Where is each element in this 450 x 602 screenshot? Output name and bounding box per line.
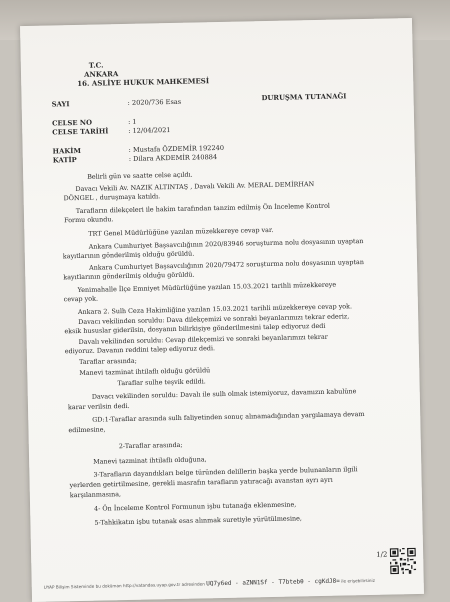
body-line: Belirli gün ve saatte celse açıldı. (87, 170, 193, 181)
verification-code: UQ7y6ed - aZNN1Sf - T7btebθ - cgKdJ8= (206, 577, 340, 588)
celse-no-label: CELSE NO (51, 118, 93, 128)
header-city: ANKARA (83, 69, 119, 79)
doc-type-title: DURUŞMA TUTANAĞI (261, 92, 347, 103)
body-line: Davacı vekilinden soruldu: Davalı ile sulh olmak istemiyoruz, davamızın kabulüne (91, 387, 357, 401)
sayi-value: : 2020/736 Esas (127, 97, 182, 107)
body-line: 2-Taraflar arasında; (118, 440, 183, 451)
body-line: karşılanmasına, (69, 490, 122, 500)
body-line: Formu okundu. (64, 215, 114, 225)
body-line: 3-Tarafların dayandıkları belge türünden delillerin başka yerde bulunanların ilgili (93, 465, 358, 479)
footer (44, 577, 384, 591)
body-line: Ankara Cumhuriyet Başsavcılığının 2020/83946 soruşturma nolu dosyasının uyaptan (88, 237, 364, 251)
header-tc: T.C. (88, 60, 104, 70)
body-line: yerlerden getirtilmesine, gerekli masrafın tarafların yatıracağı avanstan ayrı ayrı (69, 475, 333, 490)
body-line: DÖNGEL , duruşmaya katıldı. (63, 192, 161, 203)
page-number: 1/2 (376, 550, 388, 559)
body-line: Taraflar sulhe teşvik edildi. (117, 377, 206, 388)
footer-text-2: adresinden (180, 581, 205, 587)
body-line: Ankara Cumhuriyet Başsavcılığının 2020/79472 soruşturma nolu dosyasının uyaptan (89, 258, 365, 272)
body-line: kayıtlarının gönderilmiş olduğu görüldü. (62, 249, 195, 261)
body-line: Tarafların dilekçeleri ile hakim tarafından tanzim edilmiş Ön İnceleme Kontrol (75, 201, 331, 216)
body-line: edilmesine, (68, 425, 106, 435)
katip-value: : Dilara AKDEMİR 240884 (128, 153, 218, 163)
body-line: Taraflar arasında; (78, 356, 137, 367)
body-line: 4- Ön İnceleme Kontrol Formunun işbu tutanağa eklenmesine, (94, 500, 297, 513)
body-line: Davalı vekilinden soruldu: Cevap dilekçemizi ve sonraki beyanlarımızı tekrar (78, 332, 328, 347)
footer-url[interactable]: http://vatandas.uyap.gov.tr (122, 581, 181, 589)
body-line: kayıtlarının gönderilmiş olduğu görüldü. (63, 270, 195, 282)
body-line: Ankara 2. Sulh Ceza Hakimliğine yazılan 15.03.2021 tarihli müzekkereye cevap yok. (77, 302, 353, 317)
katip-label: KATİP (52, 156, 77, 165)
header-court: 16. ASLİYE HUKUK MAHKEMESİ (77, 76, 210, 88)
body-line: Davacı vekilinden soruldu: Dava dilekçemizi ve sonraki beyanlarımızı tekrar ederiz, (78, 312, 350, 327)
hakim-value: : Mustafa ÖZDEMİR 192240 (128, 143, 225, 154)
qr-code-icon (390, 548, 417, 575)
celse-tarihi-label: CELSE TARİHİ (52, 127, 109, 137)
celse-tarihi-value: : 12/04/2021 (128, 126, 171, 135)
body-line: Manevi tazminat ihtilaflı olduğuna, (93, 455, 207, 466)
body-line: ediyoruz. Davanın reddini talep ediyoruz dedi. (64, 344, 216, 356)
sayi-label: SAYI (51, 100, 70, 109)
footer-text: UYAP Bilişim Sisteminde bu doküman (43, 583, 124, 590)
hakim-label: HAKİM (52, 146, 82, 156)
body-line: 5-Tahkikatın işbu tutanak esas alınmak suretiyle yürütülmesine, (94, 514, 302, 527)
body-line: eksik hususlar giderilsin, dosyanın bilirkişiye gönderilmesini talep ediyoruz dedi (64, 321, 326, 336)
body-line: cevap yok. (63, 294, 99, 304)
body-line: Davacı Vekili Av. NAZIK ALTINTAŞ , Davalı Vekili Av. MERAL DEMİRHAN (75, 180, 315, 194)
body-line: Yenimahalle İlçe Emniyet Müdürlüğüne yazılan 15.03.2021 tarihli müzekkereye (77, 280, 337, 295)
footer-text-3: ile erişebilirsiniz (339, 577, 375, 584)
body-line: GD:1-Taraflar arasında sulh faliyetinden sonuç alınamadığından yargılamaya devam (92, 410, 365, 424)
body-line: Manevi tazminat ihtilaflı olduğu görüldü (79, 366, 211, 378)
body-line: TRT Genel Müdürlüğüne yazılan müzekkereye cevap var. (88, 225, 274, 238)
body-line: karar verilsin dedi. (67, 401, 130, 412)
document-page (20, 18, 424, 602)
celse-no-value: : 1 (127, 117, 137, 126)
